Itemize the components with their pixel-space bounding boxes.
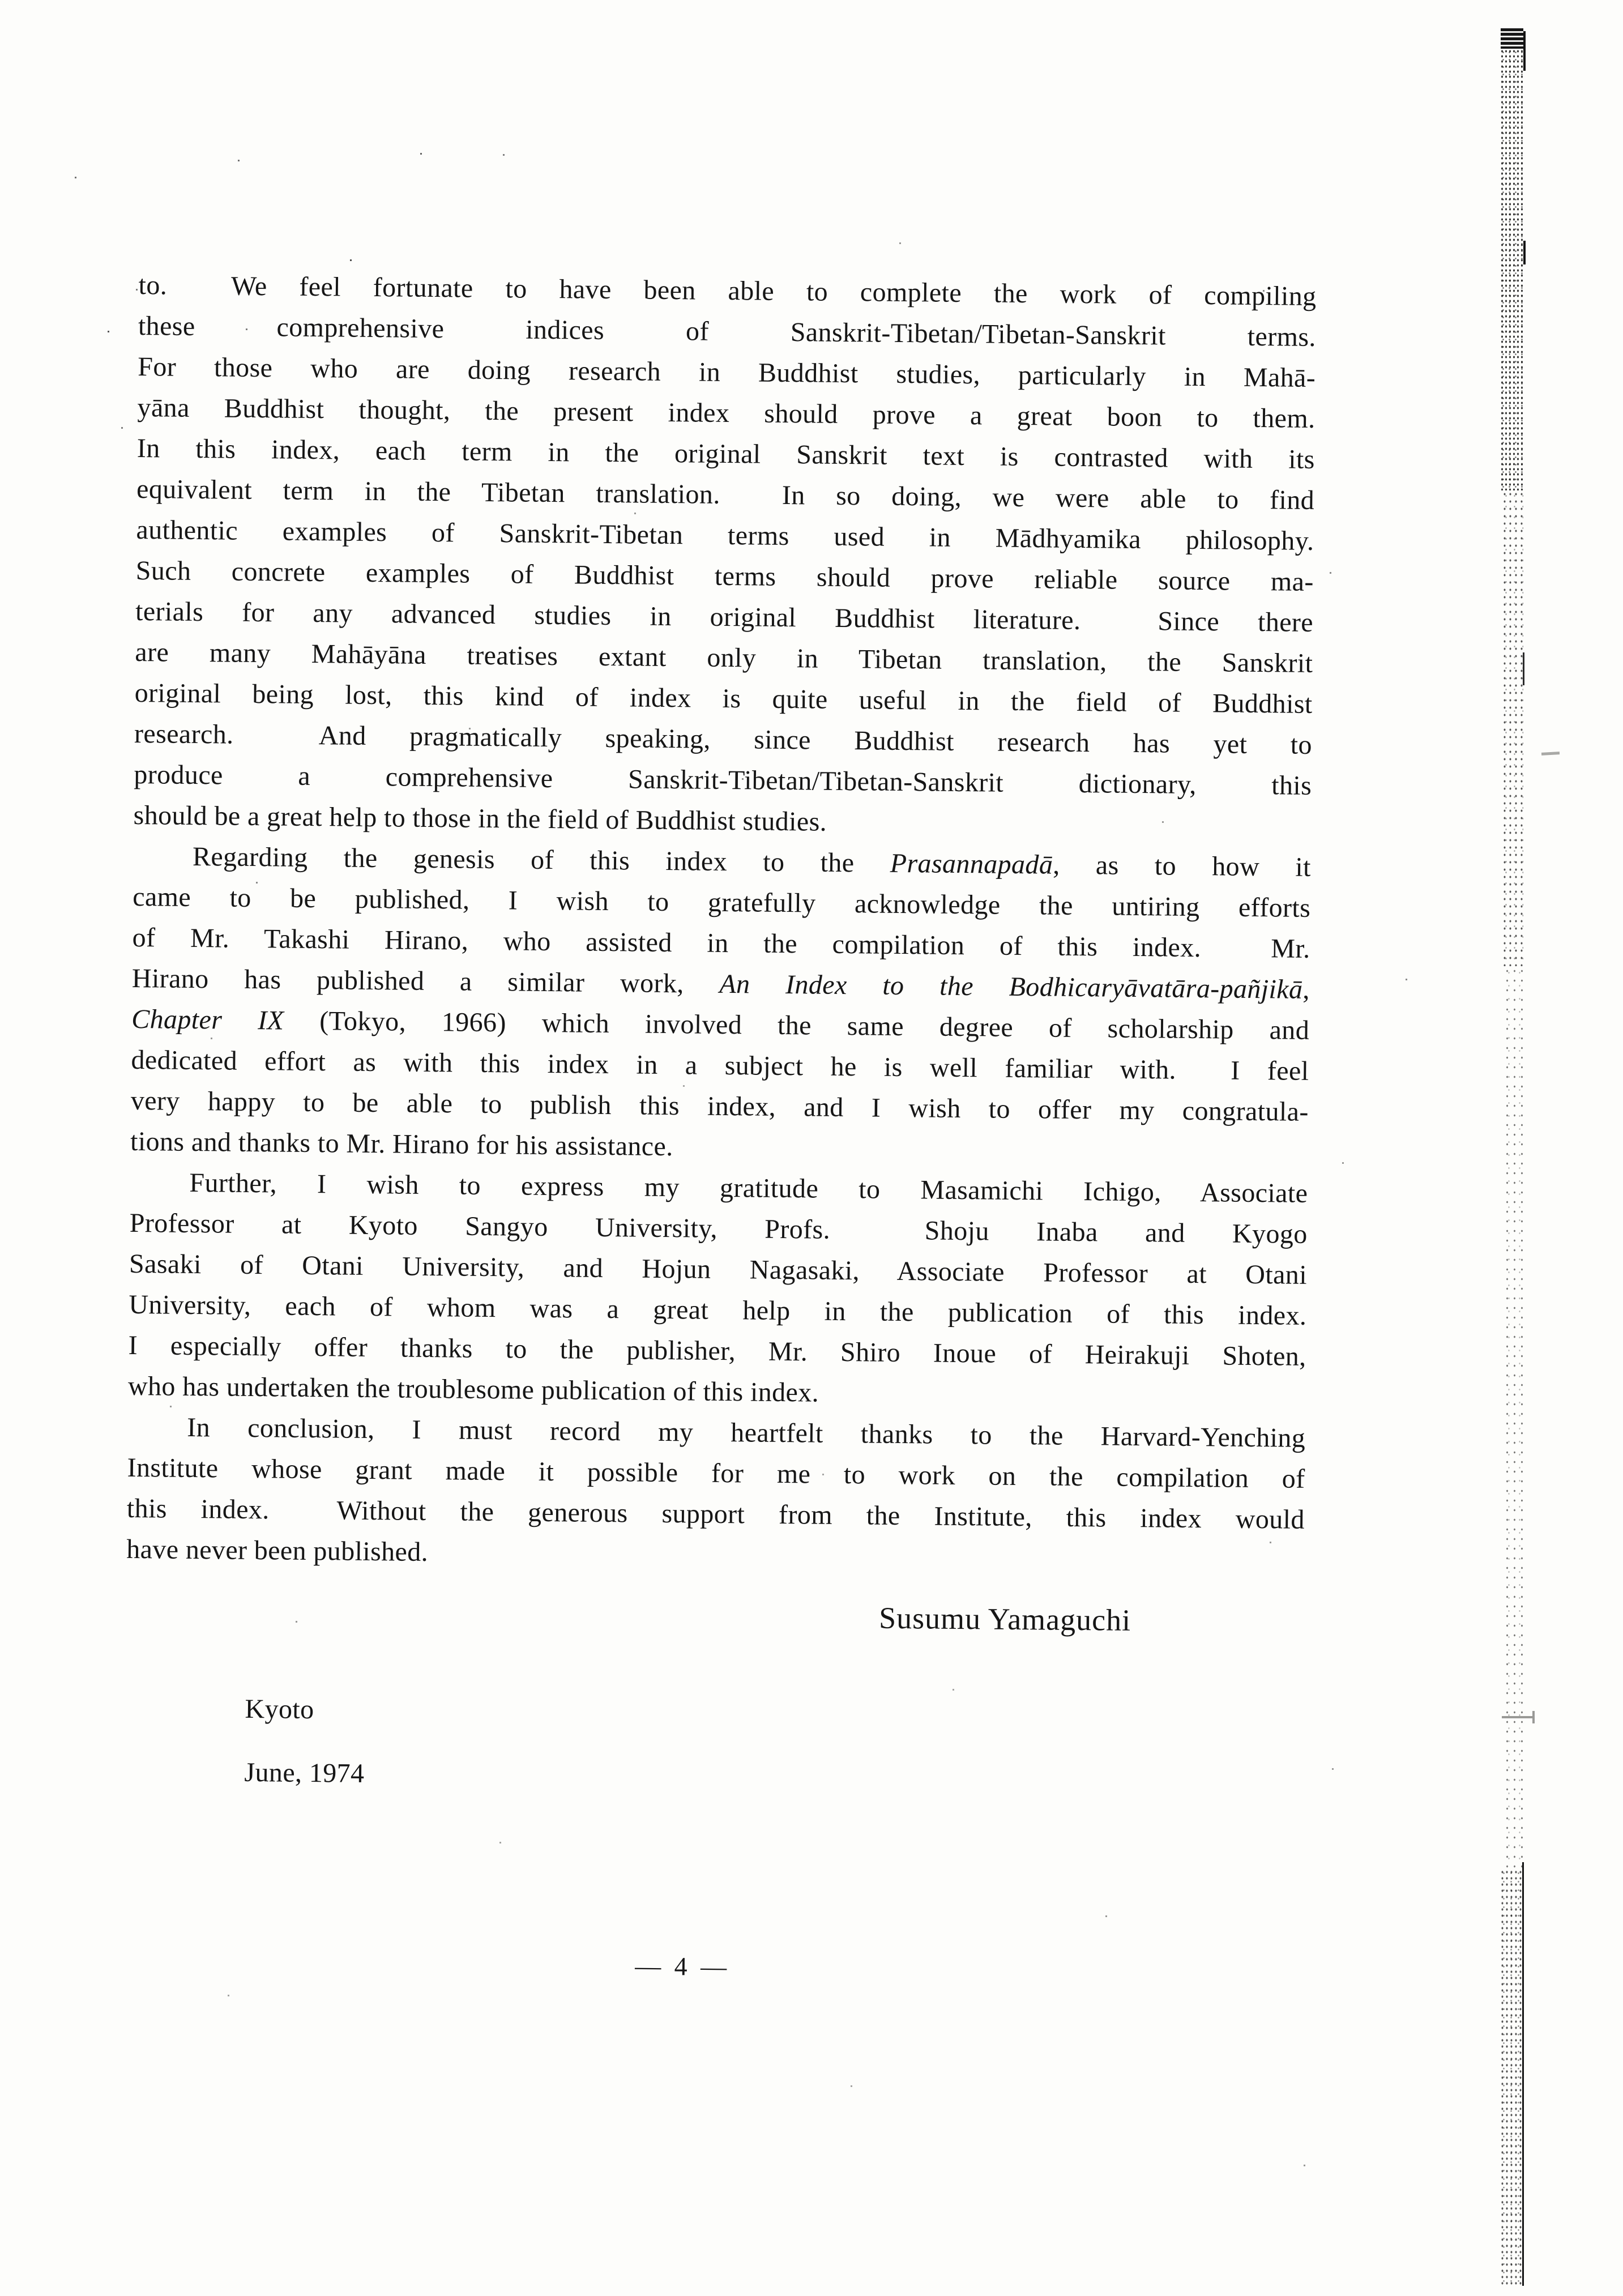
page-content	[126, 265, 1317, 1982]
signature: Susumu Yamaguchi	[878, 1601, 1131, 1637]
text-segment: are many Mahāyāna treatises extant only in Tibetan translation, the Sanskrit	[135, 637, 1313, 678]
text-segment: In this index, each term in the original Sanskrit text is contrasted with its	[136, 433, 1316, 475]
text-segment: ,	[1302, 974, 1310, 1005]
text-segment: very happy to be able to publish this index, and I wish to offer my congratula-	[130, 1085, 1309, 1127]
italic-text: Prasannapadā	[890, 848, 1053, 880]
text-segment: , as to how it	[1052, 850, 1312, 882]
text-segment: Regarding the genesis of this index to the	[192, 841, 891, 878]
text-segment: to. We feel fortunate to have been able to complete the work of compiling	[138, 270, 1317, 311]
scan-smudge-arrow-tip	[1532, 1711, 1535, 1723]
text-segment: Institute whose grant made it possible for me to work on the compilation of	[127, 1452, 1305, 1494]
scan-edge-line	[1523, 241, 1526, 264]
scan-edge-noise-top	[1500, 49, 1524, 490]
text-segment: Hirano has published a similar work,	[131, 963, 720, 999]
text-segment: this index. Without the generous support from the Institute, this index would	[126, 1493, 1305, 1535]
text-segment: original being lost, this kind of index is quite useful in the field of Buddhist	[134, 677, 1313, 719]
text-segment: yāna Buddhist thought, the present index should prove a great boon to them.	[137, 392, 1316, 434]
scan-smudge-dash	[1541, 752, 1560, 756]
text-segment: should be a great help to those in the field of Buddhist studies.	[133, 800, 827, 837]
date-line: June, 1974	[244, 1757, 365, 1789]
text-segment: produce a comprehensive Sanskrit-Tibetan/Tibetan-Sanskrit dictionary, this	[134, 759, 1312, 801]
text-segment: I especially offer thanks to the publisher, Mr. Shiro Inoue of Heirakuji Shoten,	[128, 1330, 1306, 1372]
scan-edge-noise-bottom	[1500, 1869, 1523, 2288]
text-segment: came to be published, I wish to gratefully acknowledge the untiring efforts	[133, 881, 1311, 923]
scan-smudge-arrow	[1502, 1716, 1534, 1718]
scan-edge-noise-mid	[1502, 490, 1523, 966]
italic-text: An Index to the Bodhicaryāvatāra-pañjikā	[719, 968, 1303, 1005]
page-number: — 4 —	[634, 1951, 731, 1982]
text-segment: University, each of whom was a great help in the publication of this index.	[129, 1289, 1307, 1331]
text-segment: terials for any advanced studies in original Buddhist literature. Since there	[135, 596, 1314, 638]
text-segment: (Tokyo, 1966) which involved the same degree of scholarship and	[284, 1005, 1310, 1045]
scan-edge-noise-low	[1504, 966, 1523, 1869]
text-segment: authentic examples of Sanskrit-Tibetan terms used in Mādhyamika philosophy.	[136, 514, 1314, 556]
text-segment: research. And pragmatically speaking, since Buddhist research has yet to	[134, 718, 1313, 760]
text-segment: these comprehensive indices of Sanskrit-Tibetan/Tibetan-Sanskrit terms.	[138, 310, 1317, 352]
text-segment: Further, I wish to express my gratitude to Masamichi Ichigo, Associate	[189, 1167, 1308, 1209]
text-segment: have never been published.	[126, 1534, 429, 1568]
text-segment: who has undertaken the troublesome publication of this index.	[127, 1371, 819, 1408]
text-segment: Professor at Kyoto Sangyo University, Profs. Shoju Inaba and Kyogo	[129, 1207, 1308, 1249]
text-segment: For those who are doing research in Buddhist studies, particularly in Mahā-	[138, 351, 1316, 393]
text-segment: of Mr. Takashi Hirano, who assisted in the compilation of this index. Mr.	[132, 922, 1310, 964]
place-line: Kyoto	[245, 1693, 314, 1725]
scan-specks	[0, 0, 2, 2]
text-segment: tions and thanks to Mr. Hirano for his assistance.	[130, 1126, 673, 1162]
text-segment: equivalent term in the Tibetan translation. In so doing, we were able to find	[136, 473, 1315, 515]
text-segment: Sasaki of Otani University, and Hojun Nagasaki, Associate Professor at Otani	[129, 1248, 1308, 1290]
scan-edge-line	[1523, 652, 1524, 685]
scan-edge-line	[1523, 31, 1526, 71]
text-segment: dedicated effort as with this index in a subject he is well familiar with. I feel	[131, 1044, 1309, 1086]
body-text	[126, 265, 1317, 1581]
text-segment: Such concrete examples of Buddhist terms should prove reliable source ma-	[135, 555, 1314, 597]
scan-edge-line	[1522, 1862, 1524, 2286]
italic-text: Chapter IX	[131, 1004, 284, 1036]
text-segment: In conclusion, I must record my heartfelt thanks to the Harvard-Yenching	[187, 1412, 1306, 1453]
scan-edge-blob	[1501, 28, 1523, 49]
